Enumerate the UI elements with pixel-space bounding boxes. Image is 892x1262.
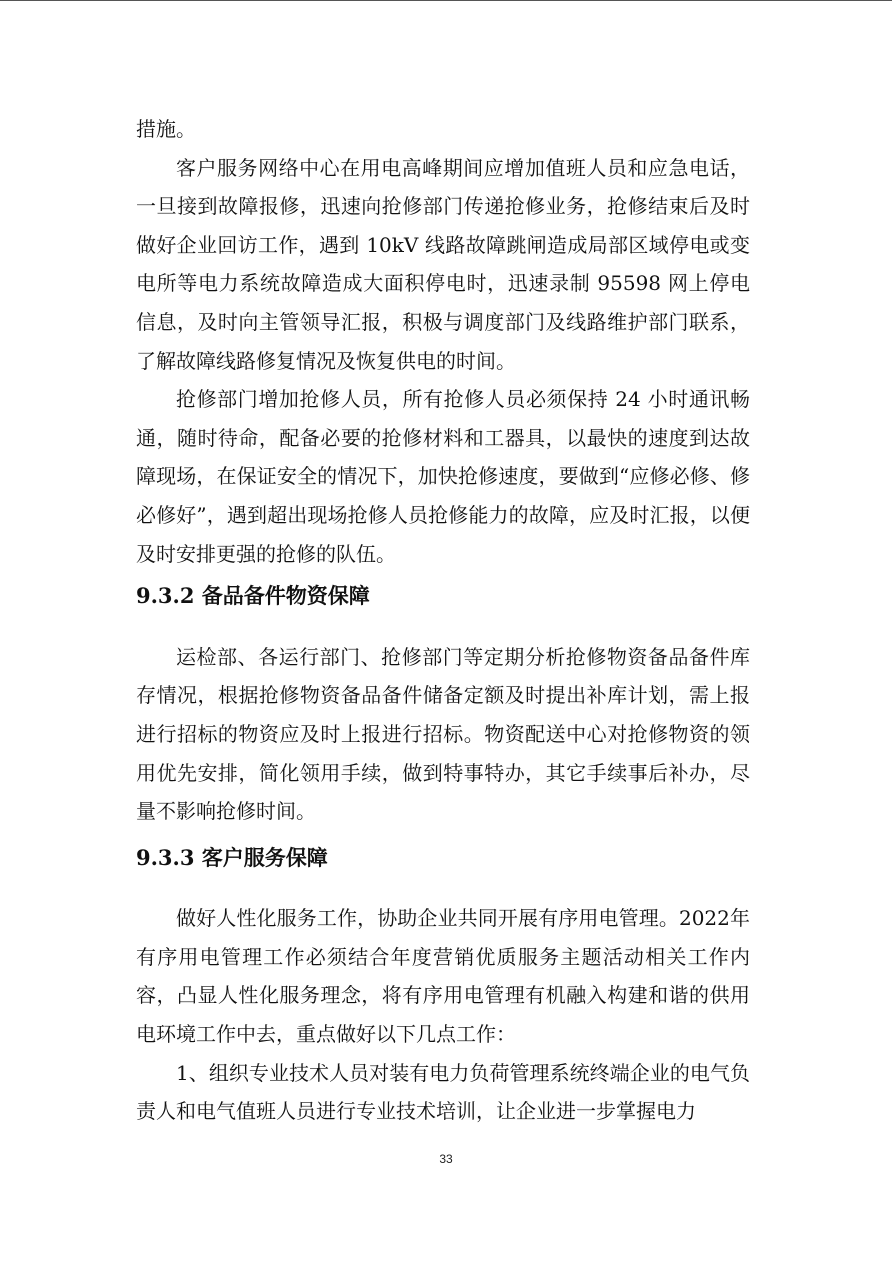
page-top-border <box>0 0 892 1</box>
paragraph-measures-end: 措施。 <box>136 117 196 141</box>
paragraph-customer-service-network: 客户服务网络中心在用电高峰期间应增加值班人员和应急电话，一旦接到故障报修，迅速向抢修部门传递抢修业务，抢修结束后及时做好企业回访工作，遇到 10kV 线路故障跳闸造成局部区域停电或变电所等电力系统故障造成大面积停电时，迅速录制 95598 网上停电信息，及时向主管领导汇报，积极与调度部门及线路维护部门联系，了解故障线路修复情况及恢复供电的时间。 <box>136 155 750 373</box>
section-heading-spare-parts: 9.3.2 备品备件物资保障 <box>136 583 370 609</box>
paragraph-spare-parts: 运检部、各运行部门、抢修部门等定期分析抢修物资备品备件库存情况，根据抢修物资备品备件储备定额及时提出补库计划，需上报进行招标的物资应及时上报进行招标。物资配送中心对抢修物资的领用优先安排，简化领用手续，做到特事特办，其它手续事后补办，尽量不影响抢修时间。 <box>136 644 750 824</box>
paragraph-humanized-service: 做好人性化服务工作，协助企业共同开展有序用电管理。2022年有序用电管理工作必须结合年度营销优质服务主题活动相关工作内容，凸显人性化服务理念，将有序用电管理有机融入构建和谐的供用电环境工作中去，重点做好以下几点工作： <box>136 906 750 1047</box>
paragraph-item-1-training: 1、组织专业技术人员对装有电力负荷管理系统终端企业的电气负责人和电气值班人员进行专业技术培训，让企业进一步掌握电力 <box>136 1060 750 1124</box>
document-body <box>136 110 750 1131</box>
section-heading-customer-service: 9.3.3 客户服务保障 <box>136 844 328 870</box>
page-number: 33 <box>439 1152 453 1166</box>
paragraph-repair-staff: 抢修部门增加抢修人员，所有抢修人员必须保持 24 小时通讯畅通，随时待命，配备必要的抢修材料和工器具，以最快的速度到达故障现场，在保证安全的情况下，加快抢修速度，要做到“应修必修、修必修好”，遇到超出现场抢修人员抢修能力的故障，应及时汇报，以便及时安排更强的抢修的队伍。 <box>136 387 750 566</box>
